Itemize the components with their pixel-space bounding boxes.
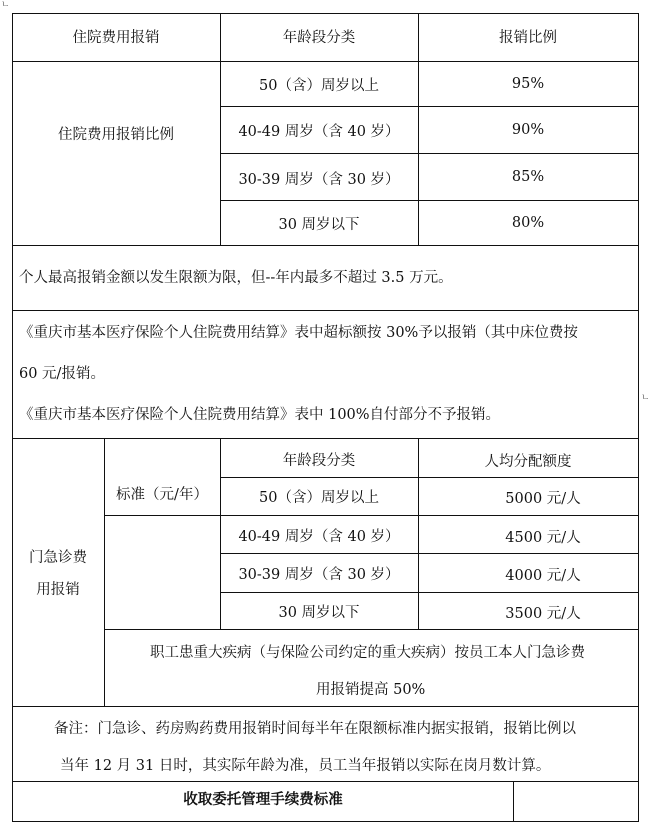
grid-line	[12, 13, 639, 14]
outpatient-age: 50（含）周岁以上	[259, 490, 379, 506]
grid-line	[104, 515, 639, 516]
header-item: 住院费用报销	[72, 30, 160, 46]
grid-line	[418, 438, 419, 629]
inpatient-age: 30 周岁以下	[278, 217, 360, 233]
grid-line	[638, 13, 639, 821]
outpatient-age: 30-39 周岁（含 30 岁）	[238, 567, 400, 583]
remark-text: 备注：门急诊、药房购药费用报销时间每半年在限额标准内据实报销，报销比例以	[54, 721, 576, 737]
grid-line	[220, 438, 221, 629]
grid-line	[104, 438, 105, 706]
fee-standard-title: 收取委托管理手续费标准	[183, 791, 343, 808]
over-standard-note-cont: 60 元/报销。	[19, 366, 105, 382]
outpatient-age: 40-49 周岁（含 40 岁）	[238, 529, 400, 545]
over-standard-note: 《重庆市基本医疗保险个人住院费用结算》表中超标额按 30%予以报销（其中床位费按	[19, 325, 578, 341]
outpatient-label-cont: 用报销	[36, 582, 80, 598]
limit-note: 个人最高报销金额以发生限额为限，但--年内最多不超过 3.5 万元。	[19, 270, 453, 286]
outpatient-label: 门急诊费	[29, 550, 87, 566]
grid-line	[12, 781, 639, 782]
standard-label: 标准（元/年）	[116, 487, 208, 503]
inpatient-ratio: 95%	[511, 76, 545, 92]
grid-line	[220, 477, 639, 478]
grid-line	[220, 592, 639, 593]
outpatient-amount-header: 人均分配额度	[484, 454, 572, 470]
serious-illness-note: 职工患重大疾病（与保险公司约定的重大疾病）按员工本人门急诊费	[150, 645, 585, 661]
grid-line	[418, 13, 419, 245]
grid-line	[104, 629, 639, 630]
inpatient-age: 30-39 周岁（含 30 岁）	[238, 172, 400, 188]
outpatient-age-header: 年龄段分类	[282, 453, 356, 469]
outpatient-amount: 4500 元/人	[505, 530, 581, 546]
corner-mark: ㄴ	[1, 0, 10, 10]
self-pay-note: 《重庆市基本医疗保险个人住院费用结算》表中 100%自付部分不予报销。	[19, 407, 501, 423]
outpatient-age: 30 周岁以下	[278, 605, 360, 621]
grid-line	[12, 245, 639, 246]
serious-illness-note-cont: 用报销提高 50%	[316, 682, 426, 698]
outpatient-amount: 4000 元/人	[505, 568, 581, 584]
inpatient-ratio: 90%	[511, 122, 545, 138]
grid-line	[220, 106, 639, 107]
inpatient-age: 40-49 周岁（含 40 岁）	[238, 124, 400, 140]
grid-line	[12, 706, 639, 707]
inpatient-label: 住院费用报销比例	[58, 127, 174, 143]
outpatient-amount: 5000 元/人	[505, 491, 581, 507]
inpatient-ratio: 85%	[511, 169, 545, 185]
grid-line	[12, 310, 639, 311]
outpatient-amount: 3500 元/人	[505, 606, 581, 622]
header-ratio: 报销比例	[499, 30, 557, 46]
inpatient-age: 50（含）周岁以上	[259, 78, 379, 94]
grid-line	[220, 13, 221, 245]
inpatient-ratio: 80%	[511, 215, 545, 231]
grid-line	[513, 781, 514, 821]
remark-text-cont: 当年 12 月 31 日时，其实际年龄为准，员工当年报销以实际在岗月数计算。	[60, 758, 551, 774]
header-age-group: 年龄段分类	[282, 30, 356, 46]
edge-mark: ㄴ	[641, 393, 650, 403]
grid-line	[220, 200, 639, 201]
grid-line	[220, 153, 639, 154]
grid-line	[12, 61, 639, 62]
grid-line	[12, 821, 639, 822]
grid-line	[220, 553, 639, 554]
grid-line	[12, 13, 13, 821]
grid-line	[12, 438, 639, 439]
